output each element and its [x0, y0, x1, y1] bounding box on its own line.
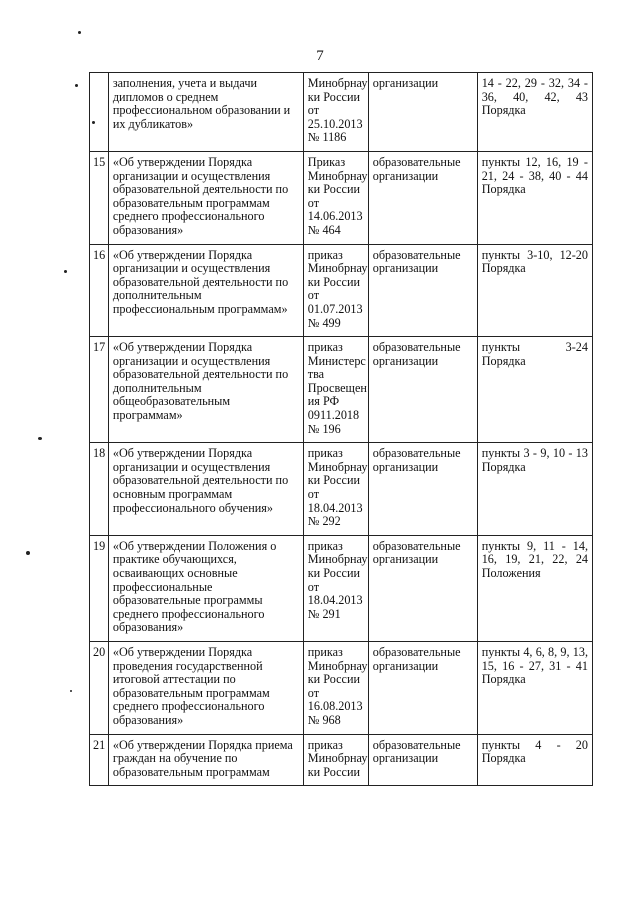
order-line: приказ	[307, 538, 343, 553]
order-line: приказ	[307, 644, 343, 659]
order-line: № 968	[307, 712, 341, 727]
table-row	[90, 641, 593, 734]
order-line: № 196	[307, 421, 341, 436]
order-line: 25.10.2013	[307, 116, 363, 131]
issuing-order	[303, 151, 368, 244]
scan-speck	[70, 690, 72, 692]
applies-to: образовательные организации	[368, 151, 477, 244]
row-number	[90, 73, 109, 152]
table-row	[90, 734, 593, 786]
applies-to: образовательные организации	[368, 641, 477, 734]
document-title: «Об утверждении Порядка организации и осуществления образовательной деятельности по дополнительным профессиональным программам»	[108, 244, 303, 337]
table-row	[90, 244, 593, 337]
document-title: «Об утверждении Порядка проведения государственной итоговой аттестации по образовательным программам среднего профессионального образования»	[108, 641, 303, 734]
issuing-order	[303, 641, 368, 734]
order-line: № 1186	[307, 130, 347, 145]
applicable-points: пункты 9, 11 - 14, 16, 19, 21, 22, 24 Положения	[477, 535, 592, 641]
order-line: 16.08.2013	[307, 699, 363, 714]
order-line: 0911.2018	[307, 408, 360, 423]
order-line: ки России	[307, 672, 360, 687]
table-row	[90, 443, 593, 536]
applicable-points: пункты 3-10, 12-20 Порядка	[477, 244, 592, 337]
scan-speck	[64, 270, 67, 273]
issuing-order	[303, 535, 368, 641]
applies-to: образовательные организации	[368, 734, 477, 786]
row-number: 15	[90, 151, 109, 244]
applicable-points: пункты 3-24 Порядка	[477, 337, 592, 443]
order-line: № 499	[307, 315, 341, 330]
scan-speck	[92, 121, 95, 124]
order-line: Приказ	[307, 154, 346, 169]
order-line: от	[307, 103, 320, 118]
order-line: ки России	[307, 89, 360, 104]
order-line: Минобрнау	[307, 76, 368, 90]
document-title: «Об утверждении Порядка организации и осуществления образовательной деятельности по основным программам профессионального обучения»	[108, 443, 303, 536]
issuing-order	[303, 443, 368, 536]
applicable-points: пункты 12, 16, 19 - 21, 24 - 38, 40 - 44 Порядка	[477, 151, 592, 244]
page-number: 7	[316, 48, 324, 64]
issuing-order	[303, 337, 368, 443]
order-line: от	[307, 195, 320, 210]
scan-speck	[26, 551, 30, 555]
issuing-order	[303, 734, 368, 786]
scan-speck	[75, 84, 78, 87]
document-title: заполнения, учета и выдачи дипломов о среднем профессиональном образовании и их дубликатов»	[108, 73, 303, 152]
row-number: 17	[90, 337, 109, 443]
order-line: от	[307, 487, 320, 502]
row-number: 18	[90, 443, 109, 536]
table-row	[90, 535, 593, 641]
order-line: от	[307, 288, 320, 303]
issuing-order	[303, 244, 368, 337]
regulations-table	[89, 72, 593, 786]
applies-to: образовательные организации	[368, 244, 477, 337]
table-row	[90, 73, 593, 152]
row-number: 16	[90, 244, 109, 337]
order-line: от	[307, 685, 320, 700]
order-line: тва	[307, 367, 325, 382]
applies-to: организации	[368, 73, 477, 152]
order-line: ки России	[307, 566, 360, 580]
applies-to: образовательные организации	[368, 443, 477, 536]
order-line: Просвещен	[307, 380, 367, 395]
order-line: 18.04.2013	[307, 500, 363, 515]
order-line: 14.06.2013	[307, 209, 363, 224]
scan-speck	[78, 31, 81, 34]
document-title: «Об утверждении Порядка организации и осуществления образовательной деятельности по образовательным программам среднего профессионального образования»	[108, 151, 303, 244]
order-line: ки России	[307, 764, 360, 779]
row-number: 20	[90, 641, 109, 734]
order-line: Минобрнау	[307, 658, 368, 673]
issuing-order	[303, 73, 368, 152]
order-line: Минобрнау	[307, 751, 368, 766]
applicable-points: 14 - 22, 29 - 32, 34 - 36, 40, 42, 43 Порядка	[477, 73, 592, 152]
scan-speck	[38, 437, 42, 440]
applies-to: образовательные организации	[368, 337, 477, 443]
order-line: приказ	[307, 247, 343, 262]
order-line: ия РФ	[307, 394, 340, 409]
applicable-points: пункты 4, 6, 8, 9, 13, 15, 16 - 27, 31 - 41 Порядка	[477, 641, 592, 734]
row-number: 21	[90, 734, 109, 786]
order-line: Минобрнау	[307, 261, 368, 276]
order-line: 18.04.2013	[307, 593, 363, 608]
order-line: Минобрнау	[307, 459, 368, 474]
order-line: № 464	[307, 222, 341, 237]
document-title: «Об утверждении Порядка организации и осуществления образовательной деятельности по дополнительным общеобразовательным программам»	[108, 337, 303, 443]
order-line: приказ	[307, 340, 343, 355]
applicable-points: пункты 4 - 20 Порядка	[477, 734, 592, 786]
applies-to: образовательные организации	[368, 535, 477, 641]
document-title: «Об утверждении Порядка приема граждан на обучение по образовательным программам	[108, 734, 303, 786]
order-line: от	[307, 579, 320, 594]
order-line: Министерс	[307, 353, 366, 368]
table-row	[90, 151, 593, 244]
order-line: Минобрнау	[307, 168, 368, 183]
row-number: 19	[90, 535, 109, 641]
order-line: Минобрнау	[307, 552, 368, 567]
order-line: 01.07.2013	[307, 301, 363, 316]
order-line: приказ	[307, 737, 343, 752]
order-line: ки России	[307, 473, 360, 488]
order-line: ки России	[307, 274, 360, 289]
document-title: «Об утверждении Положения о практике обучающихся, осваивающих основные профессиональные образовательные программы среднего профессионального образования»	[108, 535, 303, 641]
order-line: № 291	[307, 606, 341, 621]
table-row	[90, 337, 593, 443]
order-line: № 292	[307, 514, 341, 529]
order-line: ки России	[307, 182, 360, 197]
order-line: приказ	[307, 446, 343, 461]
applicable-points: пункты 3 - 9, 10 - 13 Порядка	[477, 443, 592, 536]
